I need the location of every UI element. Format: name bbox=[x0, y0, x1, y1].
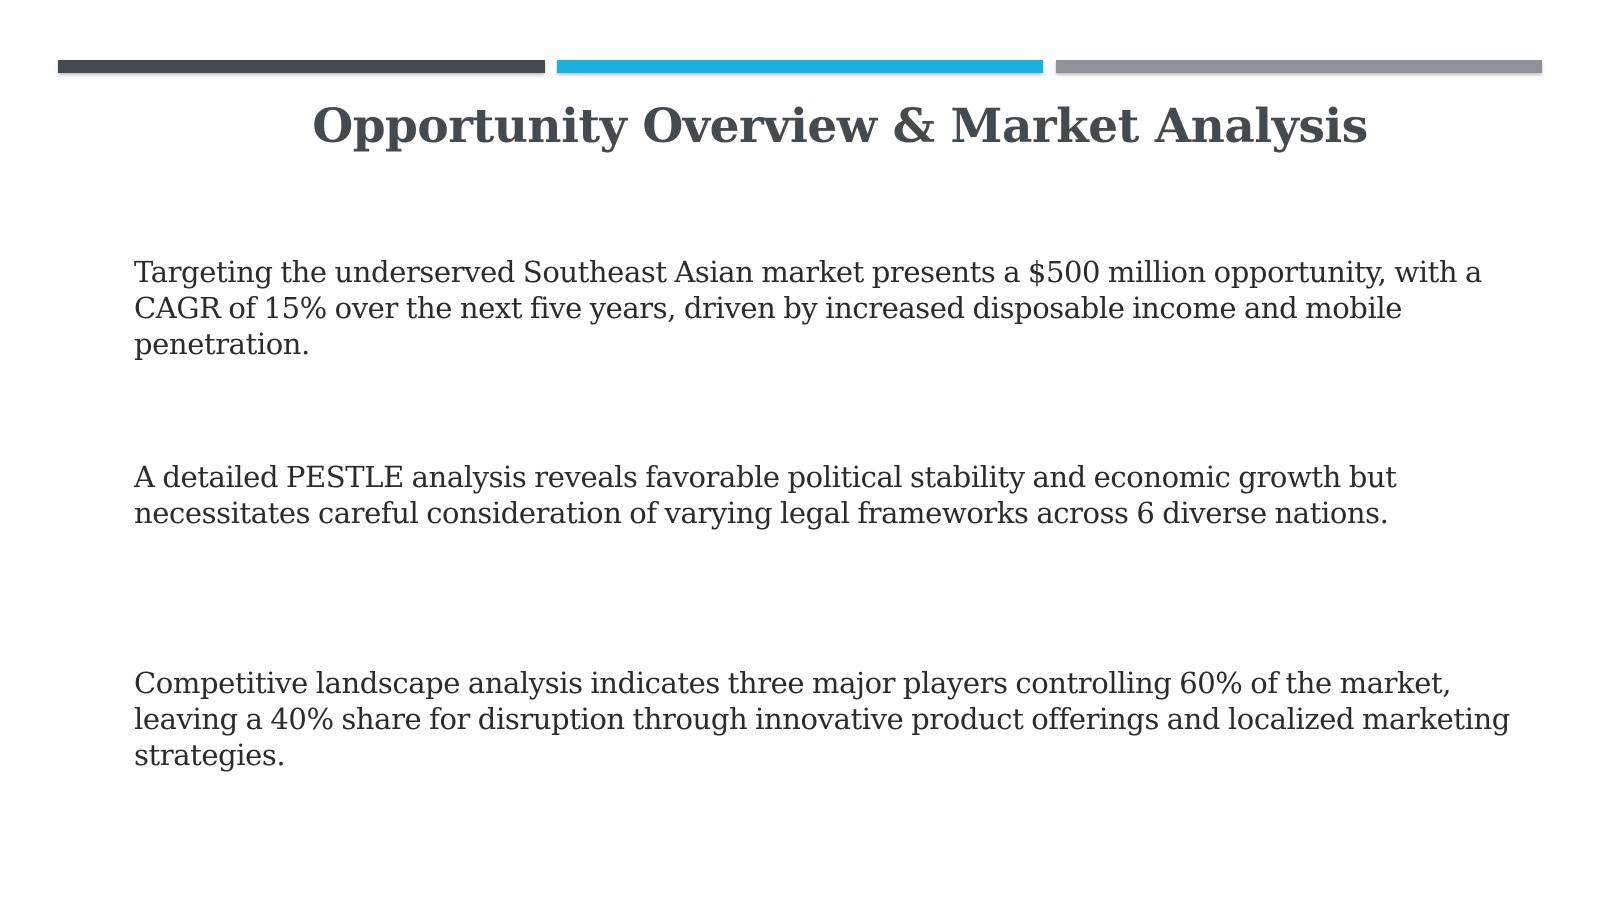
paragraph-market-opportunity: Targeting the underserved Southeast Asian market presents a $500 million opportunity, with a CAGR of 15% over the next five years, driven by increased disposable income and mobile penetration. bbox=[134, 255, 1482, 361]
accent-bar-dark bbox=[58, 60, 545, 73]
paragraph-pestle-analysis: A detailed PESTLE analysis reveals favorable political stability and economic growth but necessitates careful consideration of varying legal frameworks across 6 diverse nations. bbox=[134, 460, 1397, 530]
accent-bar-blue bbox=[557, 60, 1043, 73]
slide-title: Opportunity Overview & Market Analysis bbox=[312, 99, 1368, 154]
accent-bar-gray bbox=[1056, 60, 1542, 73]
accent-bar-group bbox=[58, 60, 1542, 74]
paragraph-competitive-landscape: Competitive landscape analysis indicates three major players controlling 60% of the market, leaving a 40% share for disruption through innovative product offerings and localized marketing strategies. bbox=[134, 666, 1510, 772]
